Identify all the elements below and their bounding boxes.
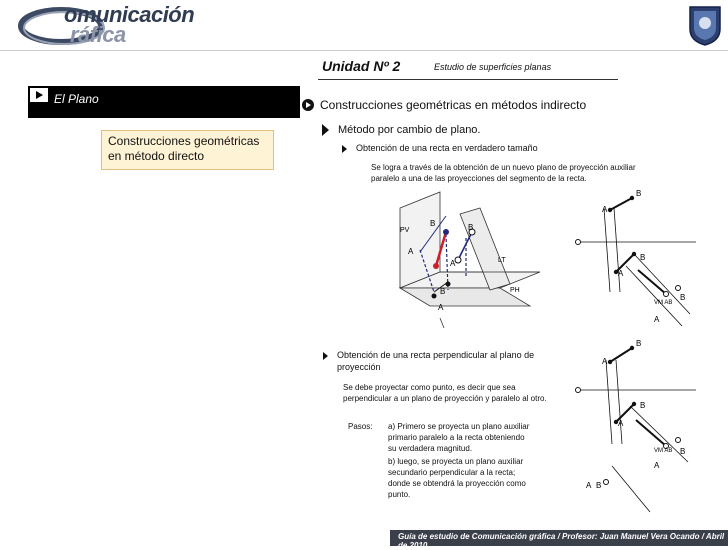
topic2-desc-line1: Se debe proyectar como punto, es decir que sea <box>343 383 516 392</box>
d1-label-bh: B <box>640 253 646 262</box>
topic2-bullet-icon <box>323 352 328 360</box>
step-a-line1: a) Primero se proyecta un plano auxiliar <box>388 422 530 431</box>
play-icon[interactable] <box>30 88 48 102</box>
d1-label-bv: B <box>636 189 642 198</box>
logo-text-grafica: ráfica <box>70 22 126 47</box>
university-crest-icon <box>686 3 724 47</box>
heading-bullet-icon <box>302 99 314 111</box>
topic2-title-line2: proyección <box>337 362 381 372</box>
method-bullet-icon <box>322 124 329 136</box>
section-nav-label[interactable]: El Plano <box>54 92 99 106</box>
step-b-line3: donde se obtendrá la proyección como <box>388 479 526 488</box>
label-b3: B <box>468 223 474 232</box>
d2-label-a3: A <box>654 461 660 470</box>
logo-text-comunicacion: omunicación <box>64 2 195 27</box>
d2-label-b3: B <box>680 447 686 456</box>
unit-title: Unidad Nº 2 <box>322 58 401 74</box>
content-heading: Construcciones geométricas en métodos indirecto <box>320 98 587 112</box>
label-ph: PH <box>510 287 520 294</box>
change-of-plane-diagram-2 <box>570 336 700 516</box>
step-b-line1: b) luego, se proyecta un plano auxiliar <box>388 457 524 466</box>
d2-label-ah: A <box>618 419 624 428</box>
step-b-line4: punto. <box>388 490 411 499</box>
d2-label-b4: B <box>596 481 602 490</box>
label-lt: LT <box>498 257 506 264</box>
step-a-line2: primario paralelo a la recta obteniendo <box>388 433 525 442</box>
d2-label-vm: VM AB <box>654 448 673 454</box>
d1-label-vm: VM AB <box>654 300 673 306</box>
steps-label: Pasos: <box>348 422 373 431</box>
topic1-desc-line1: Se logra a través de la obtención de un nuevo plano de proyección auxiliar <box>371 163 636 172</box>
d2-label-a4: A <box>586 481 592 490</box>
subsection-nav-label[interactable]: Construcciones geométricas en método directo <box>108 134 260 163</box>
step-a-line3: su verdadera magnitud. <box>388 444 473 453</box>
unit-subtitle: Estudio de superficies planas <box>434 62 552 72</box>
label-pv: PV <box>400 227 410 234</box>
d2-label-bv: B <box>636 339 642 348</box>
d2-label-av: A <box>602 357 608 366</box>
d1-label-b3: B <box>680 293 686 302</box>
label-bh: B <box>440 287 446 296</box>
d2-label-bh: B <box>640 401 646 410</box>
label-bv: B <box>430 219 436 228</box>
d1-label-ah: A <box>618 269 624 278</box>
label-a3: A <box>450 259 456 268</box>
topic1-title: Obtención de una recta en verdadero tamaño <box>356 143 538 153</box>
d1-label-av: A <box>602 205 608 214</box>
topic1-bullet-icon <box>342 145 347 153</box>
step-b-line2: secundario perpendicular a la recta; <box>388 468 516 477</box>
label-ah: A <box>438 303 444 312</box>
footer-text: Guía de estudio de Comunicación gráfica / Profesor: Juan Manuel Vera Ocando / Abril de 2010. <box>398 532 725 550</box>
label-av: A <box>408 247 414 256</box>
topic2-title-line1: Obtención de una recta perpendicular al plano de <box>337 350 535 360</box>
topic1-desc-line2: paralelo a una de las proyecciones del segmento de la recta. <box>371 174 587 183</box>
title-underline <box>318 79 618 80</box>
method-title: Método por cambio de plano. <box>338 124 481 136</box>
isometric-plane-diagram <box>380 188 550 338</box>
change-of-plane-diagram-1 <box>570 182 700 328</box>
topic2-desc-line2: perpendicular a un plano de proyección y paralelo al otro. <box>343 394 547 403</box>
d1-label-a3: A <box>654 315 660 324</box>
